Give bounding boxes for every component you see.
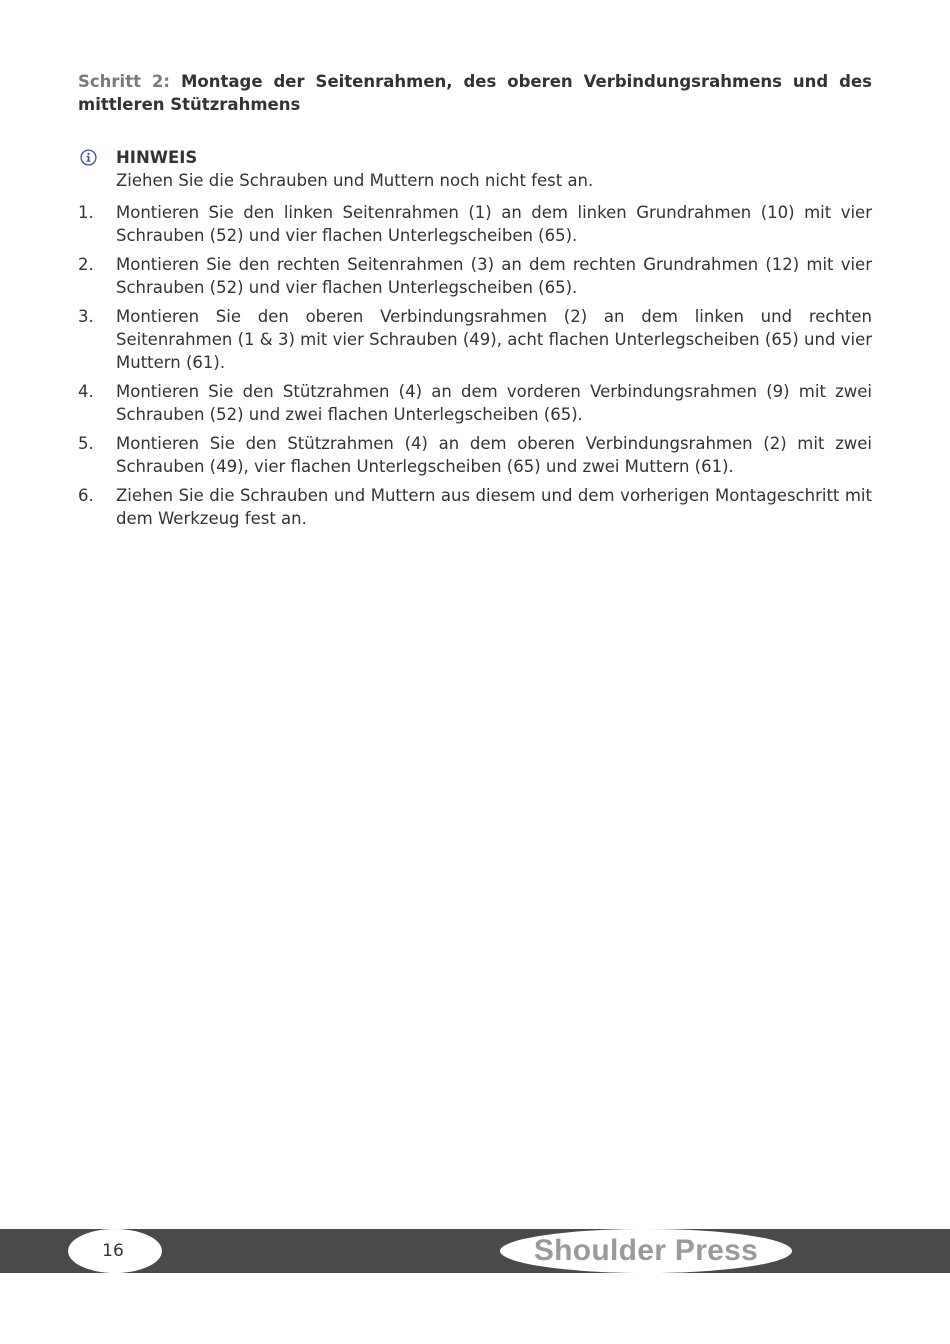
page-number: 16 xyxy=(102,1241,124,1261)
list-item-number: 2. xyxy=(78,255,94,274)
step-label: Schritt 2: xyxy=(78,72,171,91)
note-text: Ziehen Sie die Schrauben und Muttern noch nicht fest an. xyxy=(116,171,594,190)
product-title: Shoulder Press xyxy=(533,1234,759,1267)
list-item-text: Montieren Sie den Stützrahmen (4) an dem oberen Verbindungsrahmen (2) mit zwei Schrauben (49), vier flachen Unterlegscheiben (65) und zwei Muttern (61). xyxy=(116,434,872,476)
info-icon xyxy=(80,149,97,166)
list-item xyxy=(78,253,872,299)
list-item-number: 4. xyxy=(78,382,94,401)
list-item-text: Montieren Sie den linken Seitenrahmen (1) an dem linken Grundrahmen (10) mit vier Schrauben (52) und vier flachen Unterlegscheiben (65). xyxy=(116,203,872,245)
list-item-number: 1. xyxy=(78,203,94,222)
note-title: HINWEIS xyxy=(116,148,198,167)
step-title: Montage der Seitenrahmen, des oberen Verbindungsrahmens und des mittleren Stützrahmens xyxy=(78,72,872,114)
list-item-number: 3. xyxy=(78,307,94,326)
list-item xyxy=(78,432,872,478)
list-item xyxy=(78,484,872,530)
steps-list xyxy=(78,201,872,536)
list-item-text: Ziehen Sie die Schrauben und Muttern aus diesem und dem vorherigen Montageschritt mit dem Werkzeug fest an. xyxy=(116,486,872,528)
list-item xyxy=(78,201,872,247)
list-item xyxy=(78,380,872,426)
step-heading xyxy=(78,70,872,116)
list-item-text: Montieren Sie den rechten Seitenrahmen (3) an dem rechten Grundrahmen (12) mit vier Schrauben (52) und vier flachen Unterlegscheiben (65). xyxy=(116,255,872,297)
list-item-number: 6. xyxy=(78,486,94,505)
list-item-number: 5. xyxy=(78,434,94,453)
list-item-text: Montieren Sie den Stützrahmen (4) an dem vorderen Verbindungsrahmen (9) mit zwei Schrauben (52) und zwei flachen Unterlegscheiben (65). xyxy=(116,382,872,424)
list-item-text: Montieren Sie den oberen Verbindungsrahmen (2) an dem linken und rechten Seitenrahmen (1 & 3) mit vier Schrauben (49), acht flachen Unterlegscheiben (65) und vier Muttern (61). xyxy=(116,307,872,372)
list-item xyxy=(78,305,872,374)
